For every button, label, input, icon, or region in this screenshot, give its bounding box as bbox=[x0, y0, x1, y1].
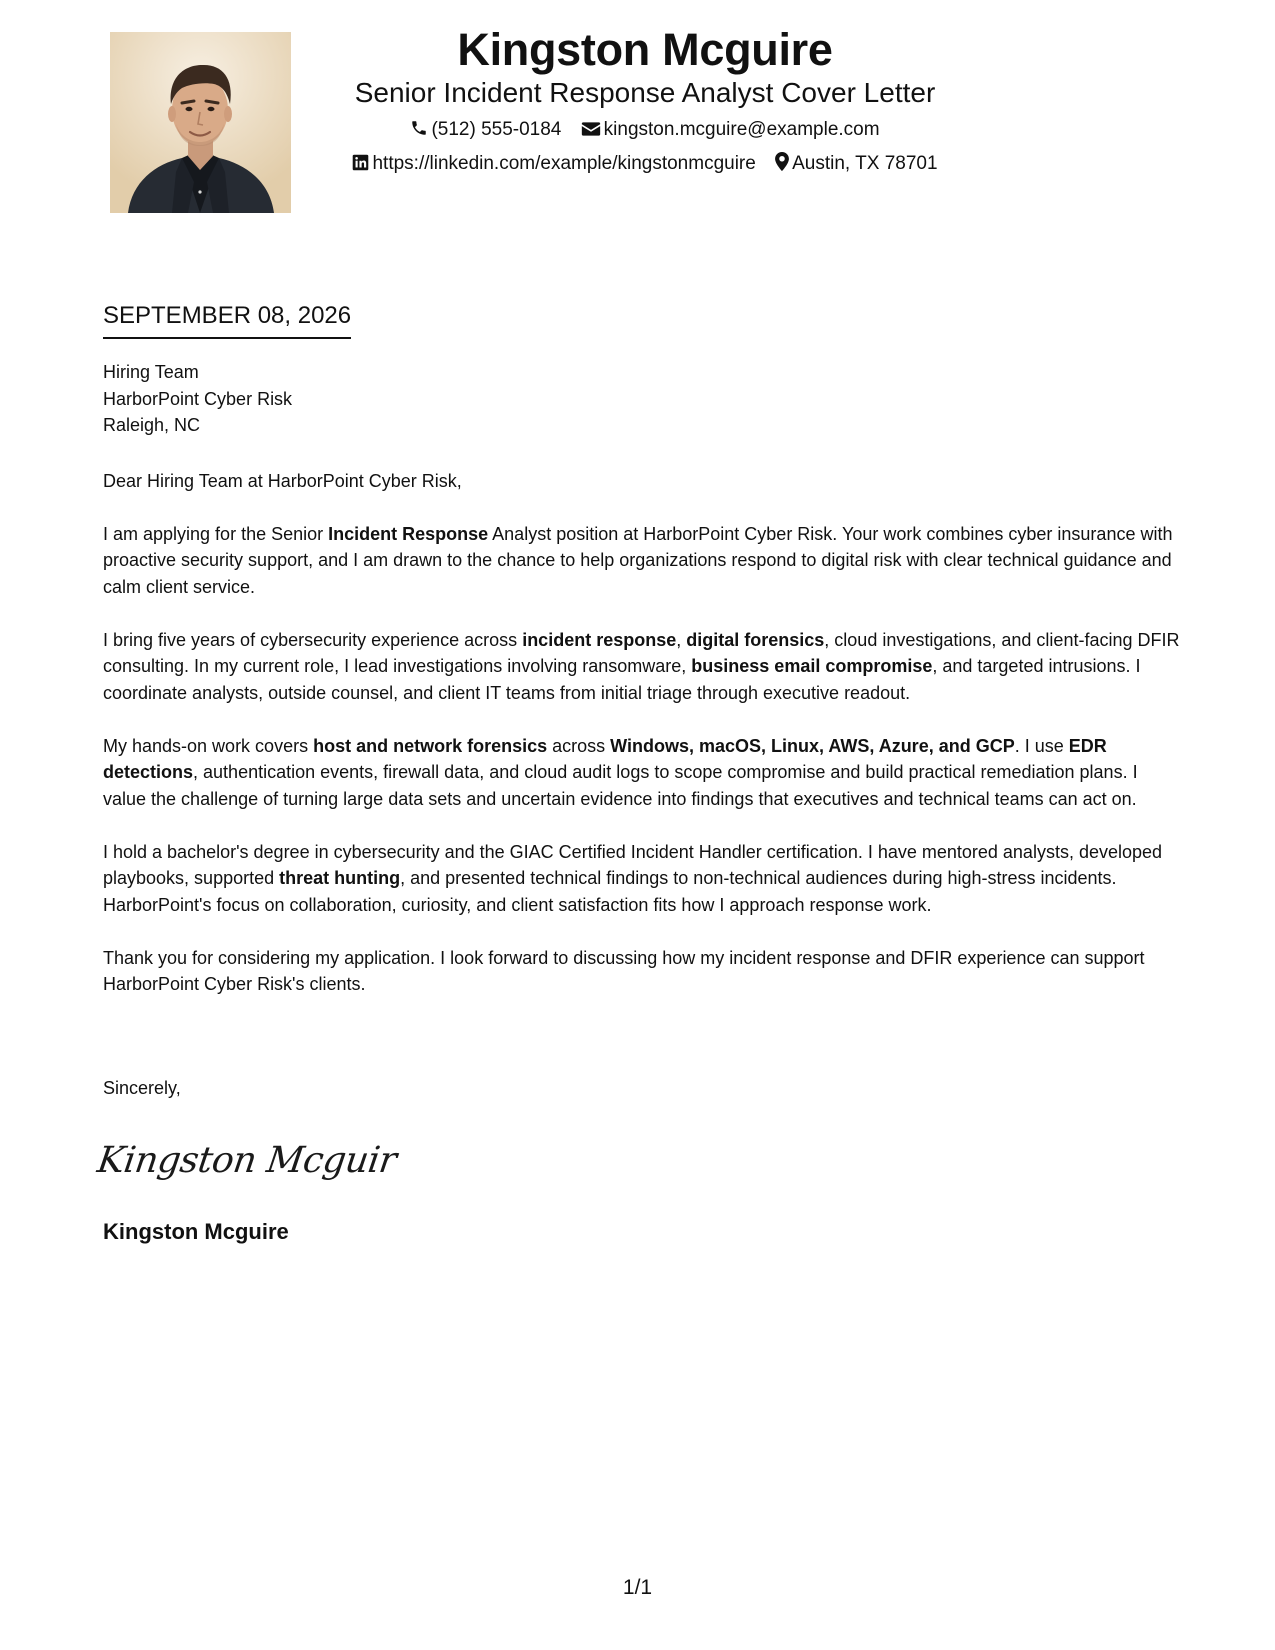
paragraph-text: Analyst position at HarborPoint Cyber Risk. Your work combines cyber insurance with proactive security support, and I am drawn to the chance to help organizations respond to digital risk with clear technical guidance and calm client service. bbox=[103, 523, 1173, 597]
paragraph-text: My hands-on work covers bbox=[103, 735, 314, 756]
emphasis-text: host and network forensics bbox=[313, 735, 548, 756]
emphasis-text: threat hunting bbox=[279, 868, 401, 888]
signature-text: Kingston Mcguir bbox=[94, 1138, 400, 1181]
letter-date: SEPTEMBER 08, 2026 bbox=[103, 301, 351, 339]
contact-row-secondary bbox=[330, 152, 960, 178]
phone-icon bbox=[410, 119, 428, 144]
paragraph-text: I am applying for the Senior bbox=[103, 523, 329, 544]
body-paragraph bbox=[103, 627, 1183, 707]
recipient-line: Raleigh, NC bbox=[103, 415, 201, 435]
signer-name: Kingston Mcguire bbox=[103, 1219, 289, 1244]
paragraph-text: . I use bbox=[1014, 735, 1069, 756]
email-contact bbox=[581, 118, 880, 144]
applicant-name: Kingston Mcguire bbox=[457, 24, 833, 75]
document-subtitle: Senior Incident Response Analyst Cover Letter bbox=[354, 77, 936, 108]
body-paragraph bbox=[103, 521, 1183, 601]
recipient-block bbox=[103, 359, 1183, 439]
emphasis-text: Windows, macOS, Linux, AWS, Azure, and GCP bbox=[610, 735, 1015, 756]
salutation: Dear Hiring Team at HarborPoint Cyber Risk, bbox=[103, 470, 462, 491]
emphasis-text: digital forensics bbox=[686, 629, 825, 650]
paragraph-text: , and presented technical findings to non-technical audiences during high-stress incidents. HarborPoint's focus on collaboration, curiosity, and client satisfaction fits how I approach response work. bbox=[103, 868, 1117, 915]
paragraph-text: , bbox=[676, 629, 687, 650]
letter-body bbox=[103, 359, 1183, 1024]
paragraph-text: I bring five years of cybersecurity experience across bbox=[103, 629, 523, 650]
profile-photo bbox=[110, 32, 291, 213]
contact-row-primary bbox=[330, 118, 960, 144]
page-indicator: 1/1 bbox=[622, 1576, 653, 1599]
handwritten-signature bbox=[94, 1130, 400, 1194]
phone-number: (512) 555-0184 bbox=[431, 119, 562, 140]
paragraph-text: , cloud investigations, and client-facing DFIR consulting. In my current role, I lead investigations involving ransomware, bbox=[103, 629, 1180, 676]
body-paragraph bbox=[103, 839, 1183, 919]
paragraph-text: I hold a bachelor's degree in cybersecurity and the GIAC Certified Incident Handler certification. I have mentored analysts, developed playbooks, supported bbox=[103, 841, 1163, 888]
linkedin-contact bbox=[352, 152, 755, 178]
map-pin-icon bbox=[775, 152, 789, 178]
paragraph-text: , authentication events, firewall data, and cloud audit logs to scope compromise and build practical remediation plans. I value the challenge of turning large data sets and uncertain evidence into findings that executives and technical teams can act on. bbox=[103, 762, 1138, 809]
body-paragraph bbox=[103, 945, 1183, 998]
emphasis-text: business email compromise bbox=[691, 656, 933, 676]
envelope-icon bbox=[581, 120, 601, 144]
linkedin-url[interactable]: https://linkedin.com/example/kingstonmcguire bbox=[372, 153, 756, 174]
recipient-line: HarborPoint Cyber Risk bbox=[103, 388, 293, 409]
paragraphs bbox=[103, 521, 1183, 998]
emphasis-text: incident response bbox=[522, 629, 677, 650]
closing-line: Sincerely, bbox=[103, 1078, 181, 1098]
paragraph-text: across bbox=[547, 735, 611, 756]
body-paragraph bbox=[103, 733, 1183, 813]
linkedin-icon bbox=[352, 154, 369, 178]
emphasis-text: Incident Response bbox=[328, 523, 489, 544]
location-text: Austin, TX 78701 bbox=[792, 153, 938, 174]
emphasis-text: EDR detections bbox=[103, 735, 1107, 782]
letter-header bbox=[330, 22, 960, 178]
paragraph-text: , and targeted intrusions. I coordinate analysts, outside counsel, and client IT teams from initial triage through executive readout. bbox=[103, 656, 1141, 703]
location-contact bbox=[775, 152, 937, 178]
recipient-line: Hiring Team bbox=[103, 362, 199, 382]
paragraph-text: Thank you for considering my application. I look forward to discussing how my incident response and DFIR experience can support HarborPoint Cyber Risk's clients. bbox=[103, 947, 1145, 994]
email-address[interactable]: kingston.mcguire@example.com bbox=[603, 119, 880, 140]
phone-contact bbox=[410, 118, 561, 144]
